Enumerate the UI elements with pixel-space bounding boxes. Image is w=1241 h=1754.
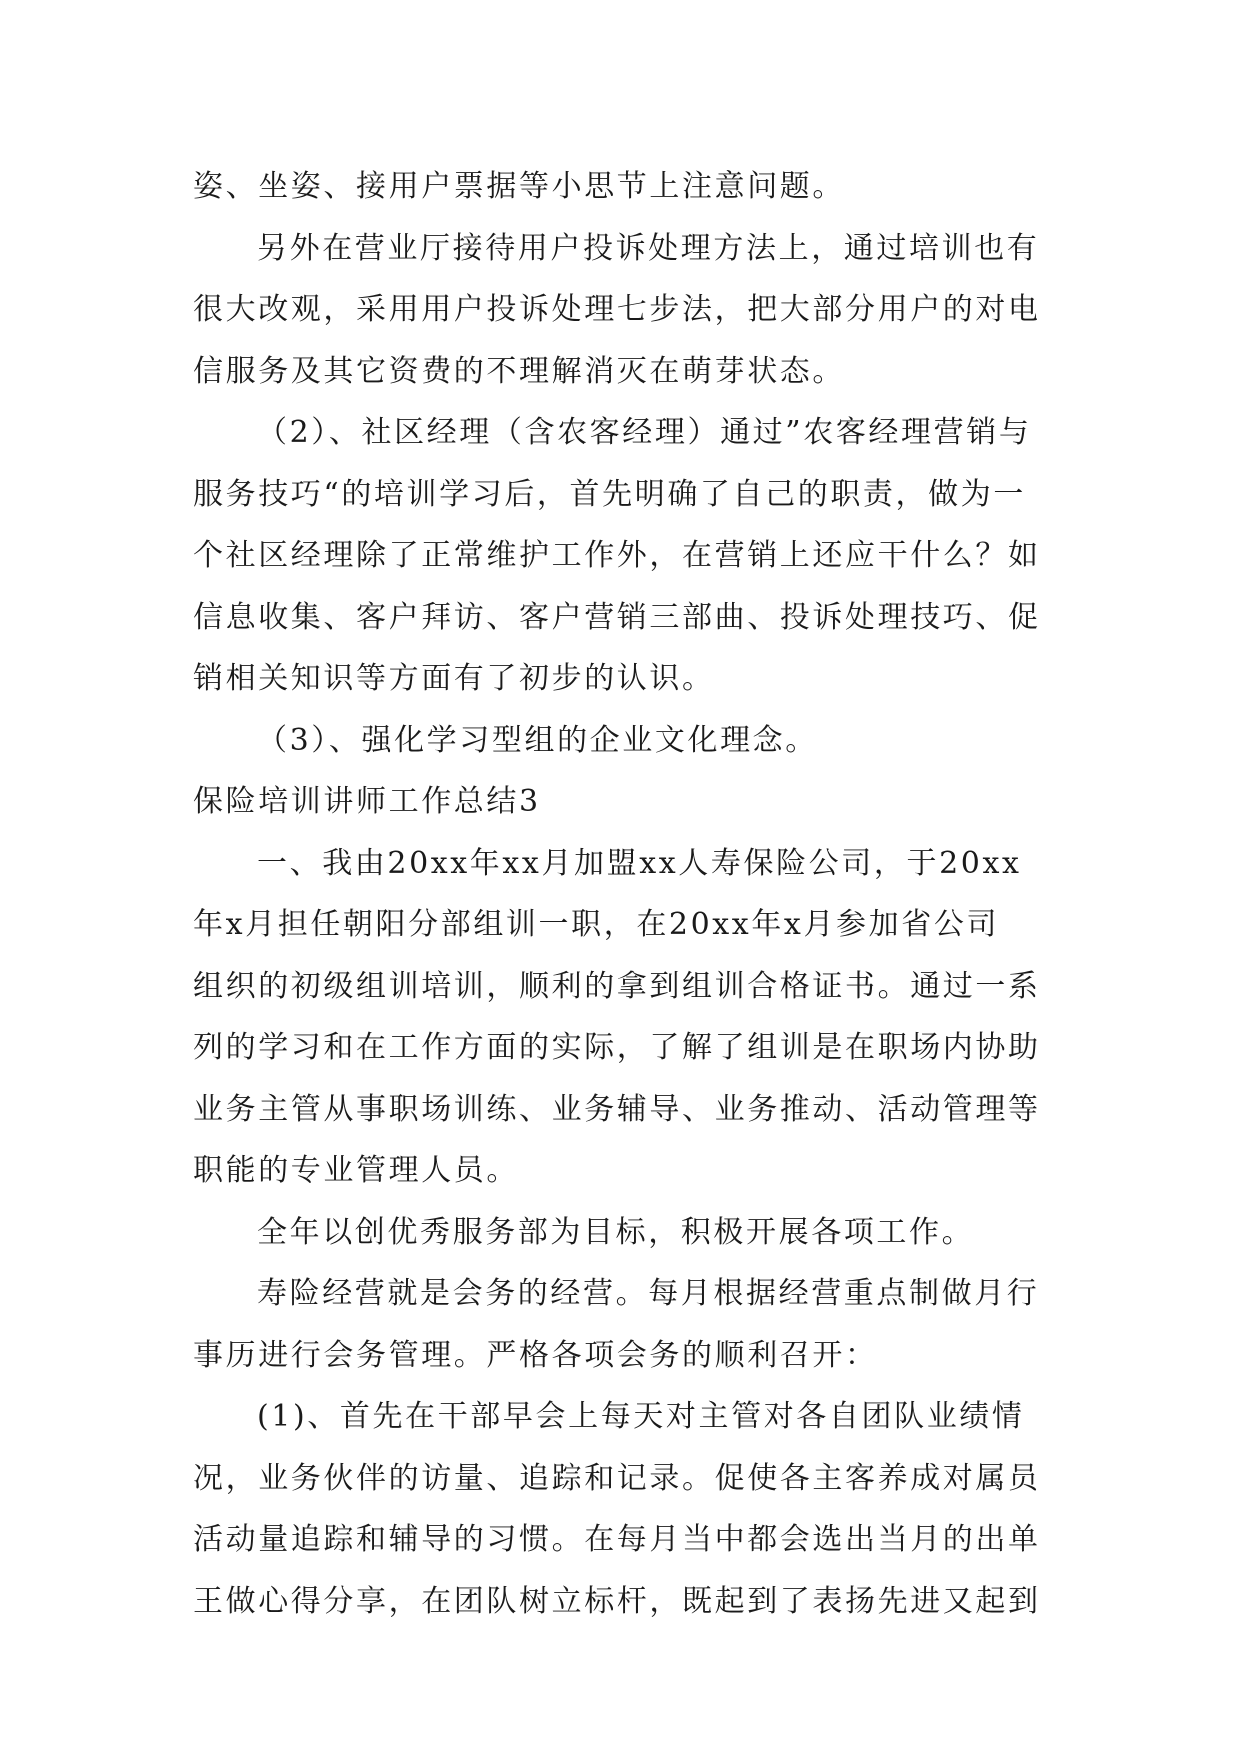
text-line: 寿险经营就是会务的经营。每月根据经营重点制做月行 [257,1276,1040,1311]
text-line: 另外在营业厅接待用户投诉处理方法上，通过培训也有 [257,230,1040,266]
text-line: 职能的专业管理人员。 [193,1153,519,1188]
text-line: 信息收集、客户拜访、客户营销三部曲、投诉处理技巧、促 [193,599,1041,635]
document-body [193,156,1053,1632]
text-line: 业务主管从事职场训练、业务辅导、业务推动、活动管理等 [193,1091,1041,1127]
text-line: （3）、强化学习型组的企业文化理念。 [257,722,818,758]
text-line: 全年以创优秀服务部为目标，积极开展各项工作。 [257,1214,975,1250]
text-line: 王做心得分享，在团队树立标杆，既起到了表扬先进又起到 [193,1583,1041,1619]
text-line: 活动量追踪和辅导的习惯。在每月当中都会选出当月的出单 [193,1522,1041,1557]
text-line: (1)、首先在干部早会上每天对主管对各自团队业绩情 [257,1399,1025,1434]
text-line: 个社区经理除了正常维护工作外，在营销上还应干什么？如 [193,538,1041,573]
text-line: 组织的初级组训培训，顺利的拿到组训合格证书。通过一系 [193,968,1041,1004]
text-line: 服务技巧“的培训学习后，首先明确了自己的职责，做为一 [193,476,1026,512]
text-line: 销相关知识等方面有了初步的认识。 [193,661,715,696]
text-line: 列的学习和在工作方面的实际，了解了组训是在职场内协助 [193,1030,1041,1065]
text-line: 姿、坐姿、接用户票据等小思节上注意问题。 [193,169,845,204]
text-line: （2）、社区经理（含农客经理）通过”农客经理营销与 [257,415,1032,450]
text-line: 信服务及其它资费的不理解消灭在萌芽状态。 [193,353,845,389]
text-line: 况，业务伙伴的访量、追踪和记录。促使各主客养成对属员 [193,1460,1041,1496]
text-line: 一、我由20xx年xx月加盟xx人寿保险公司，于20xx [257,845,1022,881]
text-line: 很大改观，采用用户投诉处理七步法，把大部分用户的对电 [193,292,1041,327]
section-heading: 保险培训讲师工作总结3 [193,784,541,819]
text-line: 事历进行会务管理。严格各项会务的顺利召开： [193,1337,878,1373]
text-line: 年x月担任朝阳分部组训一职，在20xx年x月参加省公司 [193,907,1000,942]
